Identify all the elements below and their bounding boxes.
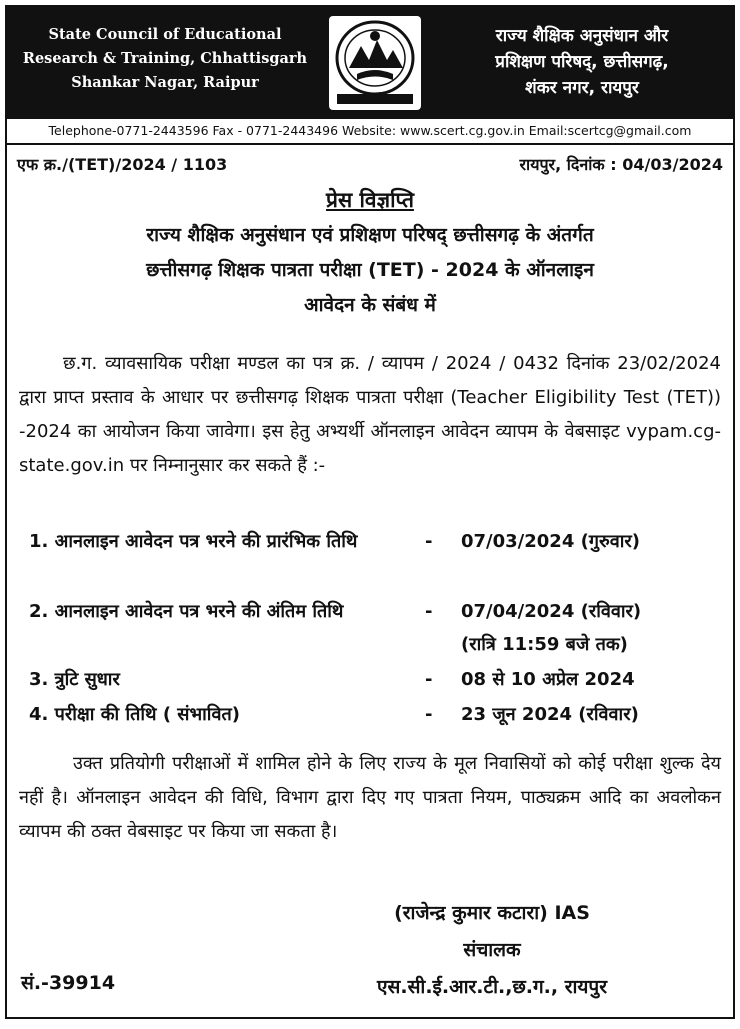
signatory-office: एस.सी.ई.आर.टी.,छ.ग., रायपुर [377, 976, 607, 998]
org-name-english-line: State Council of Educational [48, 26, 282, 43]
schedule-item-value [461, 663, 729, 696]
schedule-item-label: 2. आनलाइन आवेदन पत्र भरने की अंतिम तिथि [29, 601, 344, 622]
signatory-designation: संचालक [463, 939, 521, 961]
intro-paragraph: छ.ग. व्यावसायिक परीक्षा मण्डल का पत्र क्र. / व्यापम / 2024 / 0432 दिनांक 23/02/2024 द्वारा प्राप्त प्रस्ताव के आधार पर छत्तीसगढ़ शिक्षक पात्रता परीक्षा (Teacher Eligibility Test (TET)) -2024 का आयोजन किया जावेगा। इस हेतु अभ्यर्थी ऑनलाइन आवेदन व्यापम के वेबसाइट vypam.cg-state.gov.in पर निम्नानुसार कर सकते हैं :- [19, 353, 721, 476]
schedule-item-dash: - [425, 669, 433, 690]
org-name-hindi-line: शंकर नगर, रायपुर [525, 78, 639, 98]
serial-number: सं.-39914 [21, 972, 116, 994]
subject-line: राज्य शैक्षिक अनुसंधान एवं प्रशिक्षण परिषद् छत्तीसगढ़ के अंतर्गत [146, 224, 594, 246]
scert-emblem-logo [329, 16, 421, 110]
org-name-english-line: Research & Training, Chhattisgarh [22, 50, 308, 67]
contact-line: Telephone-0771-2443596 Fax - 0771-2443496 Website: www.scert.cg.gov.in Email:scertcg@gmail.com [48, 123, 692, 138]
schedule-item [29, 525, 729, 595]
press-release-page [5, 5, 735, 1019]
org-name-hindi-line: राज्य शैक्षिक अनुसंधान और [495, 26, 669, 46]
schedule-item-date: 08 से 10 अप्रेल 2024 [461, 669, 635, 690]
schedule-list [29, 525, 729, 733]
signatory-name: (राजेन्द्र कुमार कटारा) IAS [394, 902, 590, 924]
schedule-item-value [461, 698, 729, 731]
subject-line: आवेदन के संबंध में [304, 294, 436, 316]
issue-date: रायपुर, दिनांक : 04/03/2024 [519, 155, 723, 174]
schedule-item-dash: - [425, 601, 433, 622]
org-name-hindi [435, 23, 729, 101]
schedule-item [29, 663, 729, 698]
signature-block [337, 895, 647, 1006]
schedule-item-value [461, 595, 729, 661]
divider [7, 143, 733, 145]
schedule-item-date: 07/03/2024 (गुरुवार) [461, 531, 640, 552]
schedule-item-dash: - [425, 531, 433, 552]
reference-number: एफ क्र./(TET)/2024 / 1103 [17, 155, 228, 174]
org-name-hindi-line: प्रशिक्षण परिषद्, छत्तीसगढ़, [495, 52, 669, 72]
org-name-english [15, 23, 315, 95]
org-name-english-line: Shankar Nagar, Raipur [71, 74, 259, 91]
fee-paragraph: उक्त प्रतियोगी परीक्षाओं में शामिल होने के लिए राज्य के मूल निवासियों को कोई परीक्षा शुल्क देय नहीं है। ऑनलाइन आवेदन की विधि, विभाग द्वारा दिए गए पात्रता नियम, पाठ्यक्रम आदि का अवलोकन व्यापम की ठक्त वेबसाइट पर किया जा सकता है। [19, 753, 721, 842]
subject-line: छत्तीसगढ़ शिक्षक पात्रता परीक्षा (TET) - 2024 के ऑनलाइन [146, 259, 594, 281]
press-release-heading [7, 182, 733, 323]
press-release-title: प्रेस विज्ञप्ति [326, 188, 414, 212]
schedule-item-date: 23 जून 2024 (रविवार) [461, 704, 639, 725]
schedule-item-note: (रात्रि 11:59 बजे तक) [461, 634, 628, 655]
schedule-item-label: 4. परीक्षा की तिथि ( संभावित) [29, 704, 240, 725]
schedule-item [29, 595, 729, 663]
schedule-item-date: 07/04/2024 (रविवार) [461, 601, 642, 622]
letterhead [7, 7, 733, 119]
schedule-item [29, 698, 729, 733]
schedule-item-label: 3. त्रुटि सुधार [29, 669, 120, 690]
schedule-item-label: 1. आनलाइन आवेदन पत्र भरने की प्रारंभिक तिथि [29, 531, 358, 552]
schedule-item-dash: - [425, 704, 433, 725]
schedule-item-value [461, 525, 729, 558]
